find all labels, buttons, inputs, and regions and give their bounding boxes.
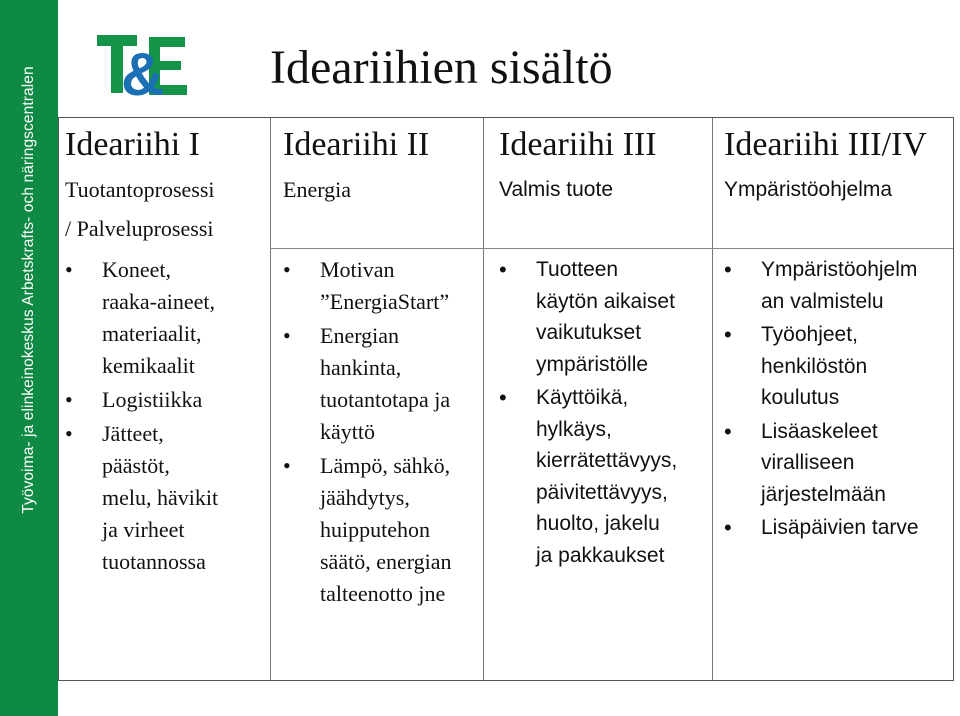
list-item bbox=[283, 254, 452, 318]
list-item-line: käyttö bbox=[320, 419, 375, 444]
list-item bbox=[65, 418, 218, 578]
column-subtitle: Valmis tuote bbox=[499, 178, 613, 201]
list-item-line: huolto, jakelu bbox=[536, 512, 660, 535]
list-item-line: kierrätettävyys, bbox=[536, 449, 678, 472]
list-item-line: an valmistelu bbox=[761, 289, 884, 313]
list-item-line: käytön aikaiset bbox=[536, 289, 675, 313]
list-item-line: ympäristölle bbox=[536, 352, 649, 376]
column-divider bbox=[270, 118, 271, 680]
list-item bbox=[499, 382, 677, 571]
list-item-line: • Käyttöikä, bbox=[536, 386, 629, 409]
list-item-line: ja virheet bbox=[102, 517, 185, 542]
bullet-list bbox=[283, 254, 452, 612]
list-item-line: hankinta, bbox=[320, 355, 402, 380]
column-title: Ideariihi III/IV bbox=[724, 126, 927, 163]
list-item-line: tuotantotapa ja bbox=[320, 387, 451, 412]
list-item-line: jäähdytys, bbox=[320, 485, 410, 510]
bullet-list bbox=[724, 254, 919, 546]
list-item-line: ja pakkaukset bbox=[536, 543, 665, 567]
list-item-line: säätö, energian bbox=[320, 549, 452, 574]
te-logo bbox=[97, 33, 191, 99]
list-item-line: henkilöstön bbox=[761, 354, 868, 378]
header-divider bbox=[270, 248, 953, 249]
list-item bbox=[724, 254, 919, 317]
list-item-line: tuotannossa bbox=[102, 549, 206, 574]
list-item-line: • Tuotteen bbox=[536, 258, 619, 281]
svg-text:&: & bbox=[121, 41, 165, 99]
list-item-line: • Logistiikka bbox=[102, 387, 203, 412]
sidebar-text: Työvoima- ja elinkeinokeskus Arbetskrafts- och näringscentralen bbox=[20, 66, 37, 514]
column-divider bbox=[483, 118, 484, 680]
column-title: Ideariihi II bbox=[283, 126, 430, 163]
list-item bbox=[65, 384, 218, 416]
page-title: Ideariihien sisältö bbox=[270, 41, 613, 94]
list-item-line: koulutus bbox=[761, 386, 840, 409]
list-item-line: järjestelmään bbox=[761, 482, 886, 506]
column-title: Ideariihi III bbox=[499, 126, 657, 163]
column-title: Ideariihi I bbox=[65, 126, 200, 163]
list-item bbox=[283, 320, 452, 448]
list-item-line: • Lämpö, sähkö, bbox=[320, 453, 451, 478]
list-item bbox=[499, 254, 677, 380]
list-item-line: materiaalit, bbox=[102, 321, 202, 346]
list-item-line: • Energian bbox=[320, 323, 400, 348]
list-item-line: huipputehon bbox=[320, 517, 430, 542]
list-item-line: päivitettävyys, bbox=[536, 480, 668, 504]
list-item-line: • Koneet, bbox=[102, 257, 172, 282]
column-divider bbox=[712, 118, 713, 680]
column-subtitle: Ympäristöohjelma bbox=[724, 178, 893, 201]
list-item-line: • Lisäaskeleet bbox=[761, 419, 878, 443]
list-item bbox=[65, 254, 218, 382]
column-subtitle: / Palveluprosessi bbox=[65, 216, 214, 241]
list-item bbox=[724, 512, 919, 544]
list-item-line: päästöt, bbox=[102, 453, 170, 478]
list-item-line: kemikaalit bbox=[102, 353, 195, 378]
sidebar-band bbox=[0, 0, 58, 716]
list-item-line: • Ympäristöohjelm bbox=[761, 258, 918, 281]
list-item bbox=[724, 319, 919, 414]
content-table bbox=[58, 117, 954, 681]
list-item-line: • Työohjeet, bbox=[761, 323, 858, 346]
bullet-list bbox=[499, 254, 677, 573]
list-item-line: ”EnergiaStart” bbox=[320, 289, 450, 314]
bullet-list bbox=[65, 254, 218, 580]
list-item-line: • Motivan bbox=[320, 257, 395, 282]
column-subtitle: Energia bbox=[283, 177, 352, 202]
list-item-line: • Lisäpäivien tarve bbox=[761, 516, 919, 539]
list-item-line: hylkäys, bbox=[536, 417, 612, 441]
list-item-line: raaka-aineet, bbox=[102, 289, 215, 314]
column-subtitle: Tuotantoprosessi bbox=[65, 177, 215, 202]
list-item-line: talteenotto jne bbox=[320, 581, 446, 606]
list-item bbox=[724, 416, 919, 511]
list-item-line: viralliseen bbox=[761, 451, 855, 474]
list-item bbox=[283, 450, 452, 610]
list-item-line: melu, hävikit bbox=[102, 485, 219, 510]
list-item-line: • Jätteet, bbox=[102, 421, 164, 446]
list-item-line: vaikutukset bbox=[536, 321, 642, 344]
